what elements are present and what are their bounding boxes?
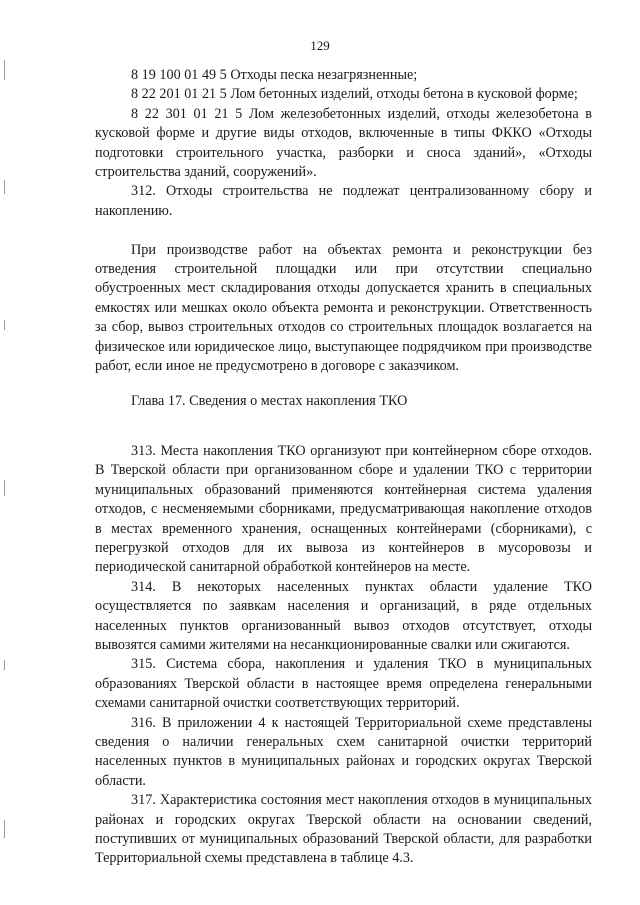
paragraph-314: 314. В некоторых населенных пунктах области удаление ТКО осуществляется по заявкам населения и организаций, в ряде отдельных населенных пунктов организованный вывоз отходов отсутствует, отходы вывозятся самими жителями на несанкционированные свалки или сжигаются.: [95, 578, 592, 653]
paragraph-313: 313. Места накопления ТКО организуют при контейнерном сборе отходов. В Тверской области при организованном сборе и удалении ТКО с территории муниципальных образований применяются контейнерная система удаления отходов, с несменяемыми сборниками, предусматривающая накопление отходов в местах временного хранения, оснащенных контейнерами (сборниками), с перегрузкой отходов для их вывоза из контейнеров в мусоровозы и периодической санитарной обработкой контейнеров на месте.: [95, 442, 592, 576]
paragraph-waste-code-concrete: 8 22 201 01 21 5 Лом бетонных изделий, отходы бетона в кусковой форме;: [131, 86, 578, 103]
paragraph-construction-waste-storage: При производстве работ на объектах ремонта и реконструкции без отведения строительной площадки или при отсутствии специально обустроенных мест складирования отходы допускается хранить в специальных емкостях или мешках около объекта ремонта и реконструкции. Ответственность за сбор, вывоз строительных отходов со строительных площадок возлагается на физическое или юридическое лицо, выступающее подрядчиком при производстве работ, если иное не предусмотрено в договоре с заказчиком.: [95, 241, 592, 375]
paragraph-317: 317. Характеристика состояния мест накопления отходов в муниципальных районах и городских округах Тверской области на основании сведений, поступивших от муниципальных образований Тверской области, для разработки Территориальной схемы представлена в таблице 4.3.: [95, 792, 592, 867]
paragraph-316: 316. В приложении 4 к настоящей Территориальной схеме представлены сведения о наличии генеральных схем санитарной очистки территорий населенных пунктов в муниципальных районах и городских округах Тверской области.: [95, 714, 592, 789]
paragraph-waste-code-reinforced-concrete: 8 22 301 01 21 5 Лом железобетонных изделий, отходы железобетона в кусковой форме и другие виды отходов, включенные в типы ФККО «Отходы подготовки строительного участка, разборки и сноса зданий», «Отходы строительства зданий, сооружений».: [95, 105, 592, 181]
paragraph-waste-code-sand: 8 19 100 01 49 5 Отходы песка незагрязненные;: [131, 67, 418, 83]
document-body: [95, 66, 592, 869]
page-number: 129: [310, 38, 330, 53]
paragraph-312: 312. Отходы строительства не подлежат централизованному сбору и накоплению.: [95, 183, 592, 219]
scan-margin-marks: [4, 60, 6, 880]
chapter-heading: Глава 17. Сведения о местах накопления ТКО: [131, 393, 408, 410]
paragraph-315: 315. Система сбора, накопления и удаления ТКО в муниципальных образованиях Тверской области в настоящее время определена генеральными схемами санитарной очистки соответствующих территорий.: [95, 656, 592, 712]
